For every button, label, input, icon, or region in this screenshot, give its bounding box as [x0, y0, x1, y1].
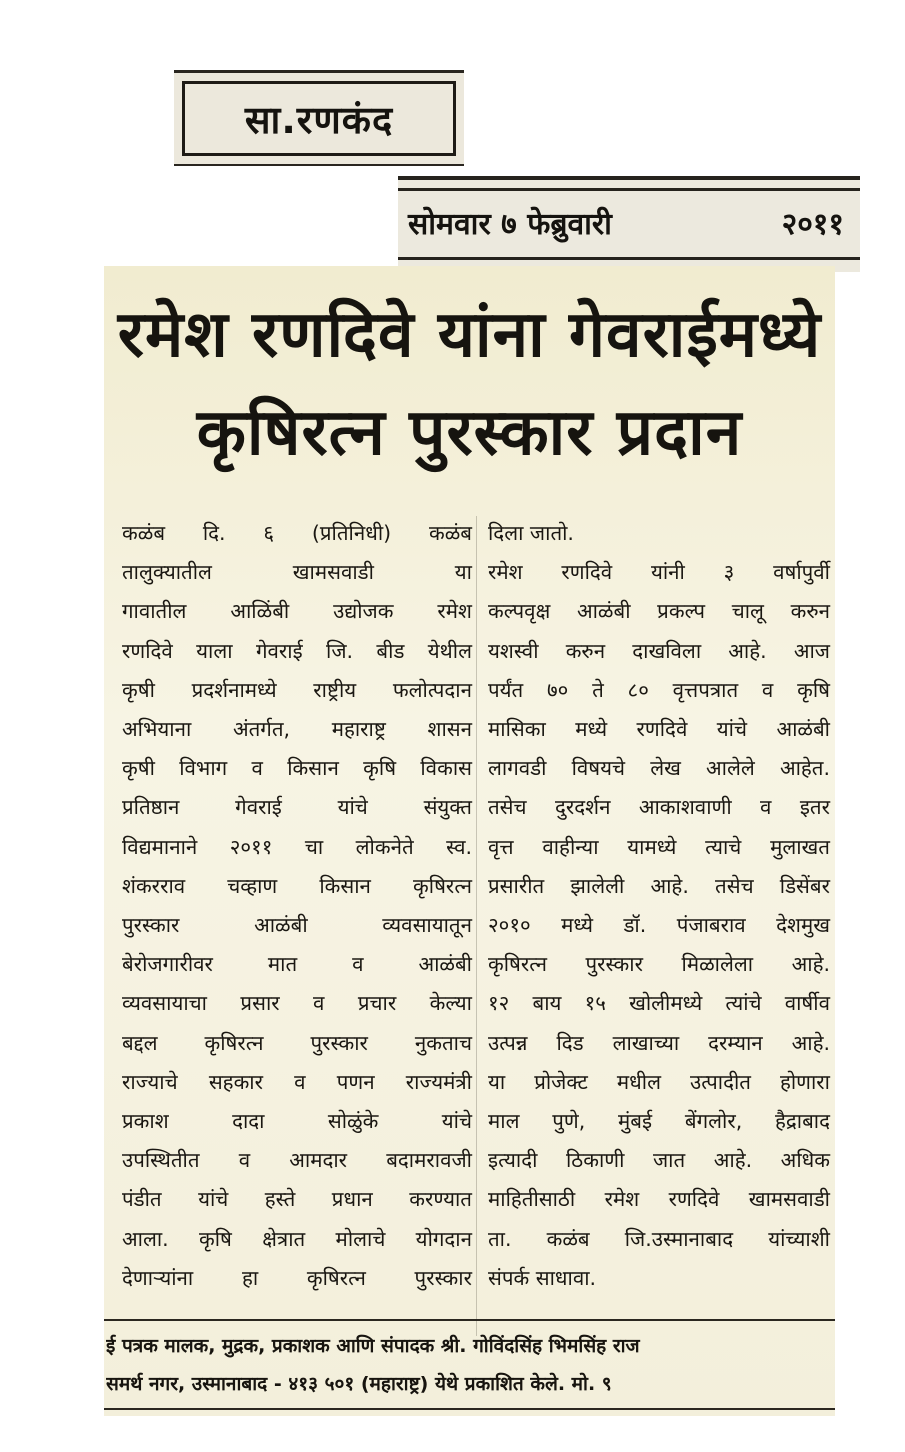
body-line: तसेच दुरदर्शन आकाशवाणी व इतर [488, 795, 830, 820]
imprint-line-1: ई पत्रक मालक, मुद्रक, प्रकाशक आणि संपादक श्री. गोविंदसिंह भिमसिंह राज [106, 1335, 640, 1357]
body-line: कृषिरत्न पुरस्कार मिळालेला आहे. [488, 952, 830, 977]
newspaper-name: सा.रणकंद [244, 97, 394, 142]
article-left-column [122, 514, 472, 1298]
body-line: रमेश रणदिवे यांनी ३ वर्षापुर्वी [488, 560, 830, 585]
footer-top-rule [104, 1319, 835, 1321]
body-line: आला. कृषि क्षेत्रात मोलाचे योगदान [122, 1226, 472, 1251]
body-line: रणदिवे याला गेवराई जि. बीड येथील [122, 638, 472, 663]
body-line: संपर्क साधावा. [488, 1265, 597, 1290]
body-line: कल्पवृक्ष आळंबी प्रकल्प चालू करुन [488, 599, 830, 624]
body-line: शंकरराव चव्हाण किसान कृषिरत्न [122, 873, 472, 898]
body-line: उत्पन्न दिड लाखाच्या दरम्यान आहे. [488, 1030, 830, 1055]
body-line: व्यवसायाचा प्रसार व प्रचार केल्या [122, 991, 472, 1016]
body-line: तालुक्यातील खामसवाडी या [122, 560, 472, 585]
headline-line-2: कृषिरत्न पुरस्कार प्रदान [196, 396, 743, 470]
body-line: ता. कळंब जि.उस्मानाबाद यांच्याशी [488, 1226, 830, 1251]
article-right-column [488, 514, 830, 1298]
footer-bottom-rule [104, 1408, 835, 1410]
body-line: बेरोजगारीवर मात व आळंबी [122, 952, 472, 977]
masthead-box [182, 81, 456, 156]
dateline-clipping [398, 176, 860, 272]
body-line: कळंब दि. ६ (प्रतिनिधी) कळंब [122, 521, 472, 545]
column-divider [476, 516, 477, 1336]
body-line: राज्याचे सहकार व पणन राज्यमंत्री [122, 1069, 472, 1094]
body-line: या प्रोजेक्ट मधील उत्पादीत होणारा [488, 1069, 830, 1094]
article-clipping [104, 266, 835, 1416]
dateline [408, 202, 844, 243]
dateline-year: २०११ [781, 207, 844, 242]
body-line: माहितीसाठी रमेश रणदिवे खामसवाडी [488, 1187, 830, 1212]
body-line: इत्यादी ठिकाणी जात आहे. अधिक [488, 1148, 830, 1173]
body-line: विद्यमानाने २०११ चा लोकनेते स्व. [122, 834, 472, 859]
body-line: वृत्त वाहीन्या यामध्ये त्याचे मुलाखत [488, 834, 830, 859]
body-line: उपस्थितीत व आमदार बदामरावजी [122, 1148, 472, 1173]
body-line: मासिका मध्ये रणदिवे यांचे आळंबी [488, 717, 830, 742]
body-line: पर्यंत ७० ते ८० वृत्तपत्रात व कृषि [488, 677, 830, 702]
body-line: कृषी विभाग व किसान कृषि विकास [122, 756, 472, 781]
body-line: प्रतिष्ठान गेवराई यांचे संयुक्त [122, 795, 472, 820]
body-line: गावातील आळिंबी उद्योजक रमेश [122, 599, 472, 624]
dateline-top-rule [398, 188, 860, 191]
body-line: पुरस्कार आळंबी व्यवसायातून [122, 913, 472, 938]
body-line: यशस्वी करुन दाखविला आहे. आज [488, 638, 830, 663]
body-line: २०१० मध्ये डॉ. पंजाबराव देशमुख [488, 913, 830, 938]
body-line: प्रसारीत झालेली आहे. तसेच डिसेंबर [488, 873, 830, 898]
imprint-line-2: समर्थ नगर, उस्मानाबाद - ४१३ ५०१ (महाराष्ट्र) येथे प्रकाशित केले. मो. ९ [106, 1373, 612, 1395]
body-line: दिला जातो. [488, 521, 574, 545]
headline-line-1: रमेश रणदिवे यांना गेवराईमध्ये [117, 298, 822, 372]
body-line: लागवडी विषयचे लेख आलेले आहेत. [488, 756, 830, 781]
body-line: बद्दल कृषिरत्न पुरस्कार नुकताच [122, 1030, 472, 1055]
dateline-day-date: सोमवार ७ फेब्रुवारी [408, 207, 612, 242]
dateline-bottom-rule [398, 257, 860, 260]
body-line: कृषी प्रदर्शनामध्ये राष्ट्रीय फलोत्पदान [122, 677, 472, 702]
body-line: प्रकाश दादा सोळुंके यांचे [122, 1109, 472, 1134]
body-line: देणाऱ्यांना हा कृषिरत्न पुरस्कार [122, 1265, 472, 1290]
body-line: पंडीत यांचे हस्ते प्रधान करण्यात [122, 1187, 472, 1212]
body-line: अभियाना अंतर्गत, महाराष्ट्र शासन [122, 717, 472, 742]
masthead-clipping [174, 70, 464, 166]
body-line: १२ बाय १५ खोलीमध्ये त्यांचे वार्षीव [488, 991, 830, 1016]
body-line: माल पुणे, मुंबई बेंगलोर, हैद्राबाद [488, 1109, 830, 1134]
